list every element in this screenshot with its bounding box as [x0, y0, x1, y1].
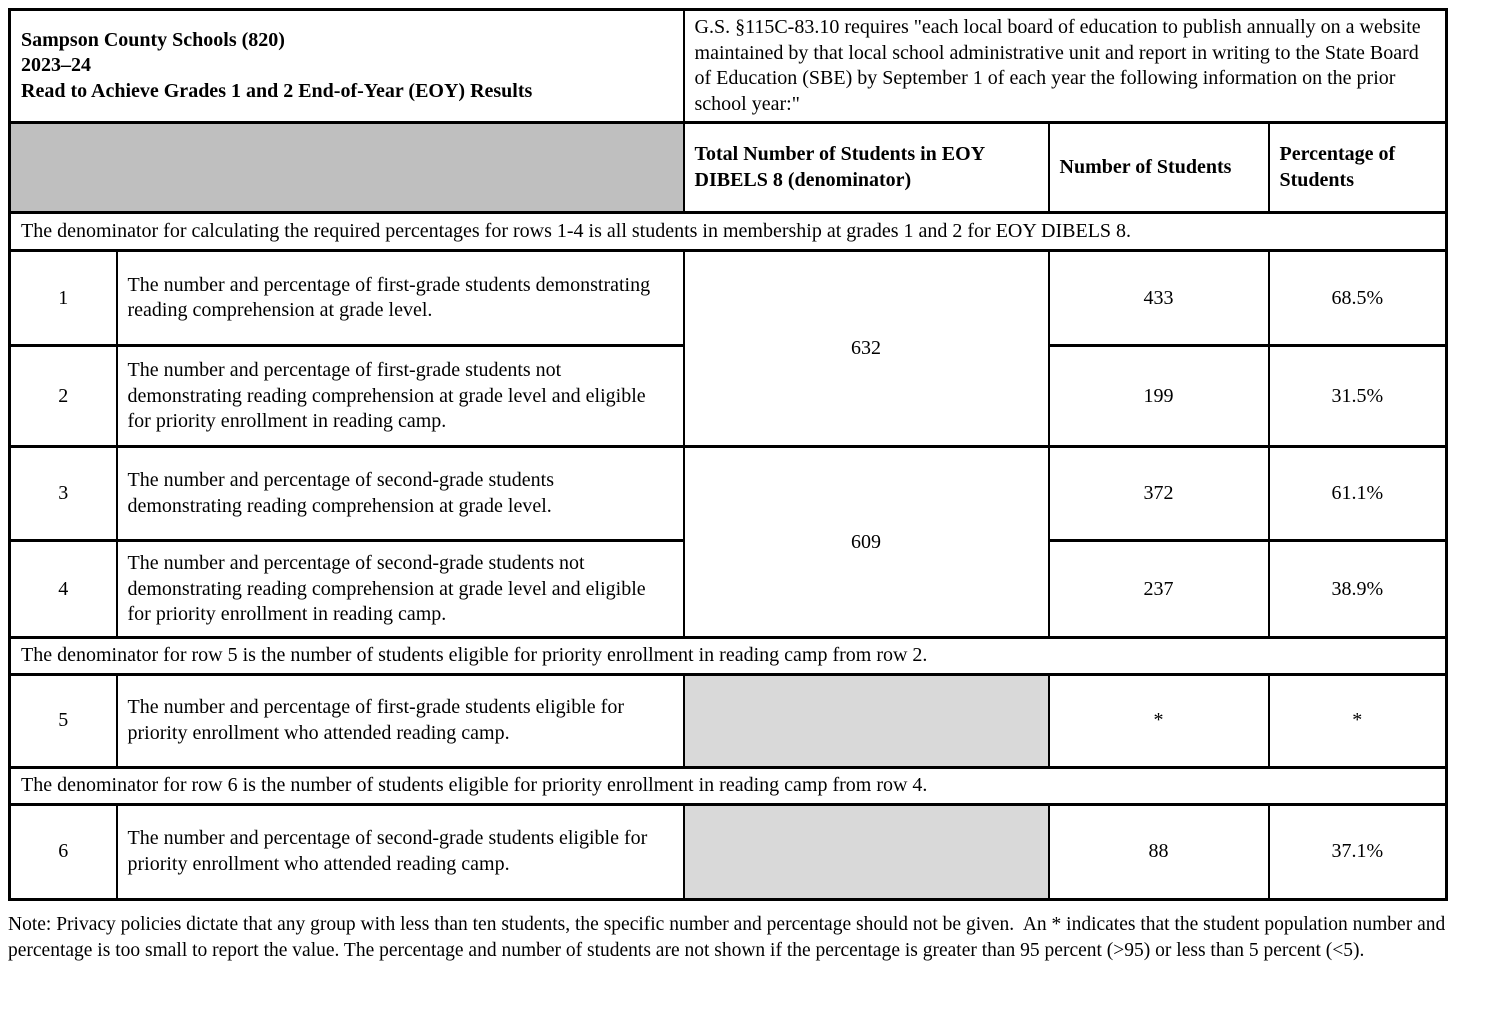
results-table [8, 8, 1448, 901]
students-percent: * [1269, 674, 1447, 767]
students-percent: 61.1% [1269, 447, 1447, 541]
denominator-note-row-5: The denominator for row 5 is the number of students eligible for priority enrollment in reading camp from row 2. [10, 638, 1447, 675]
table-row [10, 674, 1447, 767]
row-number: 1 [10, 251, 117, 346]
students-percent: 38.9% [1269, 541, 1447, 638]
students-percent: 31.5% [1269, 346, 1447, 447]
students-count: 372 [1049, 447, 1269, 541]
column-header-percentage: Percentage of Students [1269, 123, 1447, 213]
table-row [10, 447, 1447, 541]
row-description: The number and percentage of second-grade students not demonstrating reading comprehension at grade level and eligible for priority enrollment in reading camp. [117, 541, 684, 638]
row-number: 4 [10, 541, 117, 638]
denominator-note-rows-1-4: The denominator for calculating the required percentages for rows 1-4 is all students in membership at grades 1 and 2 for EOY DIBELS 8. [10, 213, 1447, 251]
row-description: The number and percentage of second-grade students demonstrating reading comprehension at grade level. [117, 447, 684, 541]
column-header-denominator: Total Number of Students in EOY DIBELS 8 (denominator) [684, 123, 1049, 213]
header-shaded-cell [10, 123, 684, 213]
school-year: 2023–24 [21, 54, 91, 77]
report-title-cell [10, 10, 684, 123]
report-title: Read to Achieve Grades 1 and 2 End-of-Year (EOY) Results [21, 79, 533, 102]
row-number: 6 [10, 804, 117, 899]
table-row [10, 804, 1447, 899]
row-number: 3 [10, 447, 117, 541]
denominator-note-row-6: The denominator for row 6 is the number of students eligible for priority enrollment in reading camp from row 4. [10, 767, 1447, 804]
row-description: The number and percentage of first-grade students not demonstrating reading comprehension at grade level and eligible for priority enrollment in reading camp. [117, 346, 684, 447]
statute-text: G.S. §115C-83.10 requires "each local board of education to publish annually on a website maintained by that local school administrative unit and report in writing to the State Board of Education (SBE) by September 1 of each year the following information on the prior school year:" [684, 10, 1447, 123]
column-header-number: Number of Students [1049, 123, 1269, 213]
denominator-blocked-cell [684, 804, 1049, 899]
row-description: The number and percentage of first-grade students demonstrating reading comprehension at grade level. [117, 251, 684, 346]
denominator-blocked-cell [684, 674, 1049, 767]
row-description: The number and percentage of first-grade students eligible for priority enrollment who attended reading camp. [117, 674, 684, 767]
students-count: 433 [1049, 251, 1269, 346]
students-count: * [1049, 674, 1269, 767]
denominator-grade1: 632 [684, 251, 1049, 447]
privacy-footnote: Note: Privacy policies dictate that any group with less than ten students, the specific number and percentage should not be given. An * indicates that the student population number and percentage is too small to report the value. The percentage and number of students are not shown if the percentage is greater than 95 percent (>95) or less than 5 percent (<5). [8, 914, 1451, 962]
row-number: 2 [10, 346, 117, 447]
students-count: 237 [1049, 541, 1269, 638]
table-row [10, 251, 1447, 346]
students-count: 199 [1049, 346, 1269, 447]
row-number: 5 [10, 674, 117, 767]
students-percent: 68.5% [1269, 251, 1447, 346]
district-title: Sampson County Schools (820) [21, 28, 285, 51]
row-description: The number and percentage of second-grade students eligible for priority enrollment who attended reading camp. [117, 804, 684, 899]
denominator-grade2: 609 [684, 447, 1049, 638]
students-count: 88 [1049, 804, 1269, 899]
students-percent: 37.1% [1269, 804, 1447, 899]
